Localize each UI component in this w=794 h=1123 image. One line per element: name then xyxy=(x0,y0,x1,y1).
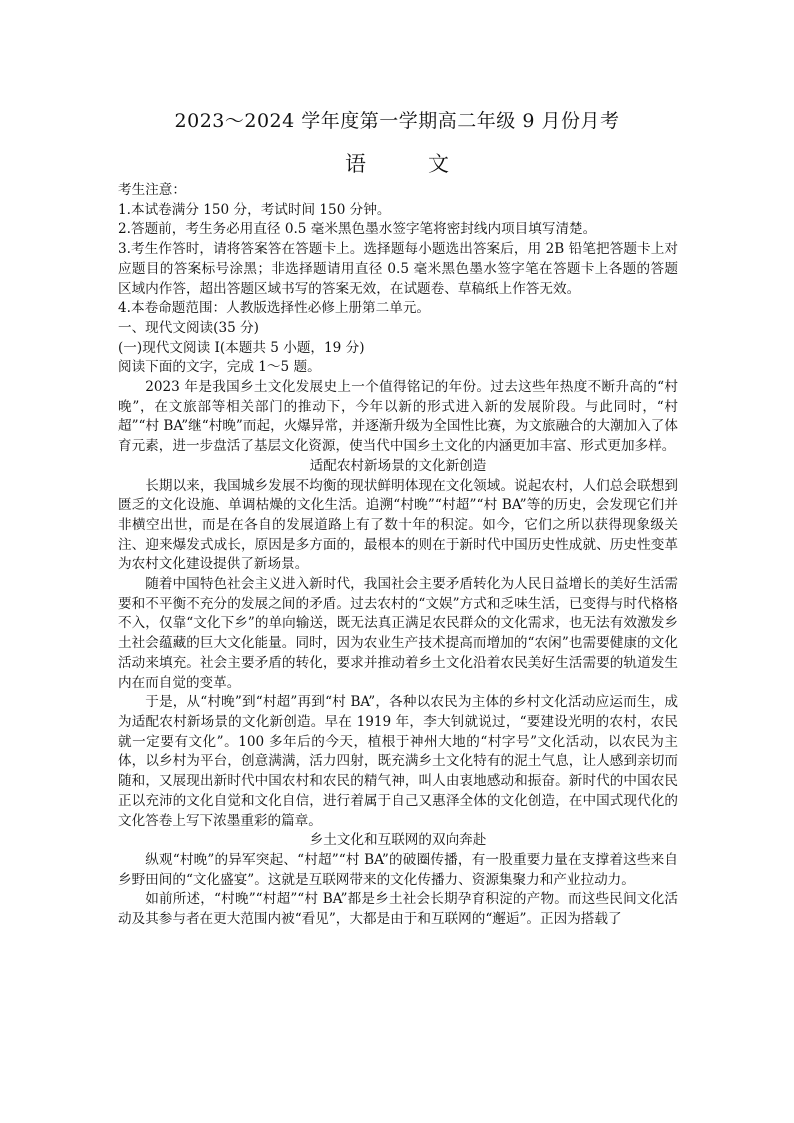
article-heading-1: 适配农村新场景的文化新创造 xyxy=(309,457,487,474)
reading-instruction: 阅读下面的文字，完成 1～5 题。 xyxy=(118,359,321,376)
article-paragraph-4: 于是，从“村晚”到“村超”再到“村 BA”，各种以农民为主体的乡村文化活动应运而生，成为适配农村新场景的文化新创造。早在 1919 年，李大钊就说过，“要建设光明的农村，农民就一定要有文化”。100 多年后的今天，植根于神州大地的“村字号”文化活动，以农民为主体，以乡村为平台，创意满满，活力四射，既充满乡土文化特有的泥土气息，让人感到亲切而随和，又展现出新时代中国农村和农民的精气神，叫人由衷地感动和振奋。新时代的中国农民正以充沛的文化自觉和文化自信，进行着属于自己又惠泽全体的文化创造，在中国式现代化的文化答卷上写下浓墨重彩的篇章。 xyxy=(118,694,678,829)
subject-char-1: 语 xyxy=(345,152,366,176)
subject-char-2: 文 xyxy=(428,152,449,176)
article-paragraph-5: 纵观“村晚”的异军突起、“村超”“村 BA”的破圈传播，有一股重要力量在支撑着这些来自乡野田间的“文化盛宴”。这就是互联网带来的文化传播力、资源集聚力和产业拉动力。 xyxy=(118,851,678,888)
article-paragraph-3: 随着中国特色社会主义进入新时代，我国社会主要矛盾转化为人民日益增长的美好生活需要和不平衡不充分的发展之间的矛盾。过去农村的“文娱”方式和乏味生活，已变得与时代格格不入，仅靠“文化下乡”的单向输送，既无法真正满足农民群众的文化需求，也无法有效激发乡土社会蕴藏的巨大文化能量。同时，因为农业生产技术提高而增加的“农闲”也需要健康的文化活动来填充。社会主要矛盾的转化，要求并推动着乡土文化沿着农民美好生活需要的轨道发生内在而自觉的变革。 xyxy=(118,576,678,691)
exam-title: 2023～2024 学年度第一学期高二年级 9 月份月考 xyxy=(174,110,620,132)
notice-item-2: 2.答题前，考生务必用直径 0.5 毫米黑色墨水签字笔将密封线内项目填写清楚。 xyxy=(118,221,597,238)
notice-item-1: 1.本试卷满分 150 分，考试时间 150 分钟。 xyxy=(118,201,391,218)
subsection-heading: (一)现代文阅读 I(本题共 5 小题，19 分) xyxy=(118,339,365,356)
exam-content xyxy=(118,181,678,930)
section-heading: 一、现代文阅读(35 分) xyxy=(118,319,259,336)
notice-item-4: 4.本卷命题范围：人教版选择性必修上册第二单元。 xyxy=(118,300,431,317)
subject-title xyxy=(0,148,794,178)
article-heading-2: 乡土文化和互联网的双向奔赴 xyxy=(309,832,487,849)
notice-heading: 考生注意： xyxy=(118,182,186,198)
article-paragraph-2: 长期以来，我国城乡发展不均衡的现状鲜明体现在文化领域。说起农村，人们总会联想到匮乏的文化设施、单调枯燥的文化生活。追溯“村晚”“村超”“村 BA”等的历史，会发现它们并非横空出世，而是在各自的发展道路上有了数十年的积淀。如今，它们之所以获得现象级关注、迎来爆发式成长，原因是多方面的，最根本的则在于新时代中国历史性成就、历史性变革为农村文化建设提供了新场景。 xyxy=(118,477,678,573)
article-paragraph-1: 2023 年是我国乡土文化发展史上一个值得铭记的年份。过去这些年热度不断升高的“村晚”，在文旅部等相关部门的推动下，今年以新的形式进入新的发展阶段。与此同时，“村超”“村 BA”继“村晚”而起，火爆异常，并逐渐升级为全国性比赛，为文旅融合的大潮加入了体育元素，进一步盘活了基层文化资源，使当代中国乡土文化的内涵更加丰富、形式更加多样。 xyxy=(118,379,678,455)
notice-item-3: 3.考生作答时，请将答案答在答题卡上。选择题每小题选出答案后，用 2B 铅笔把答题卡上对应题目的答案标号涂黑；非选择题请用直径 0.5 毫米黑色墨水签字笔在答题卡上各题的答题区域内作答，超出答题区域书写的答案无效，在试题卷、草稿纸上作答无效。 xyxy=(118,241,678,297)
article-paragraph-6: 如前所述，“村晚”“村超”“村 BA”都是乡土社会长期孕育积淀的产物。而这些民间文化活动及其参与者在更大范围内被“看见”，大都是由于和互联网的“邂逅”。正因为搭载了 xyxy=(118,891,678,928)
